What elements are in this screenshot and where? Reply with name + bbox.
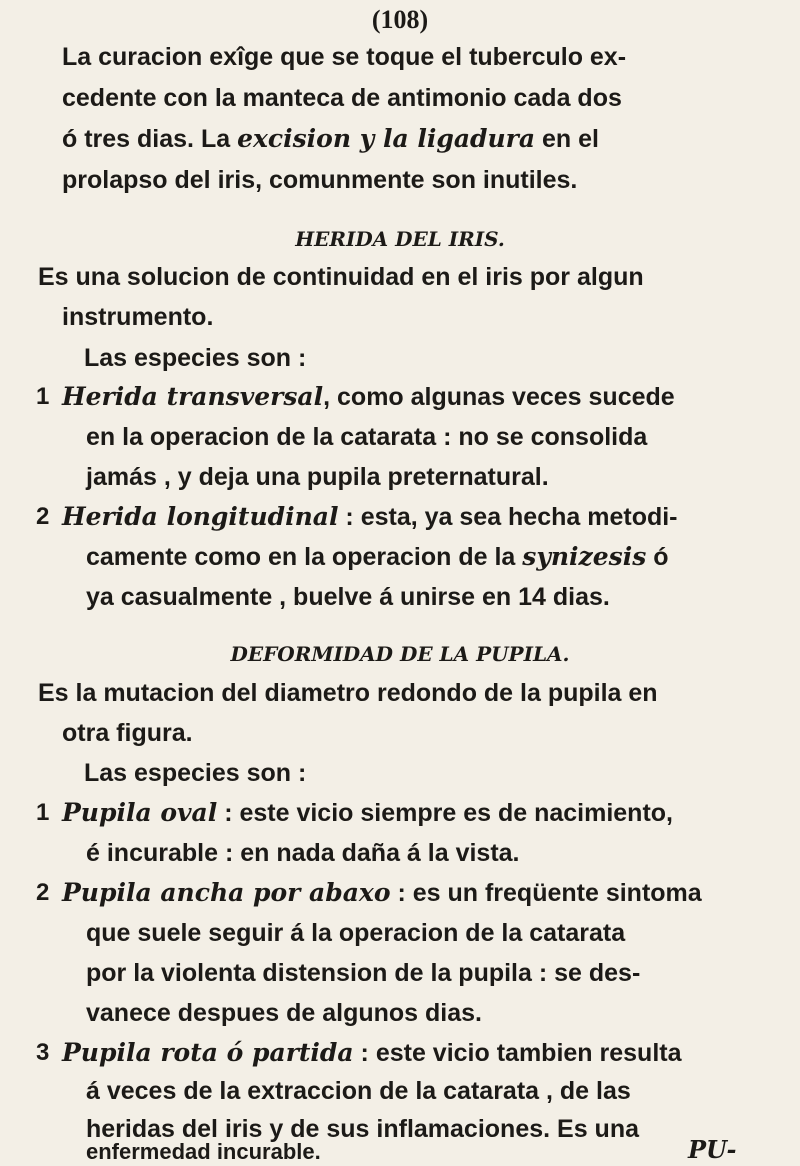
section-heading-deformidad: DEFORMIDAD DE LA PUPILA. — [230, 642, 570, 666]
item-number: 1 — [36, 383, 50, 410]
catchword: PU- — [688, 1135, 737, 1164]
sec2-definition-line2: otra figura. — [62, 719, 193, 747]
sec2-item2-line3: por la violenta distension de la pupila : se des- — [86, 959, 641, 987]
sec2-species-label: Las especies son : — [84, 759, 307, 787]
item-title: Pupila oval — [62, 798, 218, 827]
item-number: 3 — [36, 1039, 50, 1066]
sec2-item1-line2: é incurable : en nada daña á la vista. — [86, 839, 520, 867]
sec2-item1-line1: Pupila oval : este vicio siempre es de nacimiento, — [62, 798, 673, 827]
sec2-item2-line1: Pupila ancha por abaxo : es un freqüente sintoma — [62, 878, 702, 907]
item-number: 1 — [36, 799, 50, 826]
sec1-item2-line3: ya casualmente , buelve á unirse en 14 dias. — [86, 583, 610, 611]
sec2-item3-line4: enfermedad incurable. — [86, 1139, 321, 1164]
sec2-item3-line1: Pupila rota ó partida : este vicio tambien resulta — [62, 1038, 682, 1067]
italic-term: excision y la ligadura — [237, 124, 536, 153]
sec1-item1-line3: jamás , y deja una pupila preternatural. — [86, 463, 549, 491]
sec2-item3-line3: heridas del iris y de sus inflamaciones. Es una — [86, 1115, 639, 1143]
section-heading-herida: HERIDA DEL IRIS. — [295, 227, 505, 251]
item-title: Pupila ancha por abaxo — [62, 878, 391, 907]
item-number: 2 — [36, 503, 50, 530]
item-title: Herida transversal — [62, 382, 324, 411]
sec1-species-label: Las especies son : — [84, 344, 307, 372]
sec2-item3-line2: á veces de la extraccion de la catarata , de las — [86, 1077, 631, 1105]
para1-line1: La curacion exîge que se toque el tuberculo ex- — [62, 43, 627, 71]
italic-term: synizesis — [522, 542, 647, 571]
sec1-definition-line2: instrumento. — [62, 303, 214, 331]
para1-line3: ó tres dias. La excision y la ligadura en el — [62, 124, 599, 153]
item-title: Pupila rota ó partida — [62, 1038, 354, 1067]
sec1-item2-line1: Herida longitudinal : esta, ya sea hecha metodi- — [62, 502, 678, 531]
para1-line4: prolapso del iris, comunmente son inutiles. — [62, 166, 578, 194]
sec1-item1-line1: Herida transversal, como algunas veces sucede — [62, 382, 675, 411]
sec1-item1-line2: en la operacion de la catarata : no se consolida — [86, 423, 648, 451]
sec1-definition-line1: Es una solucion de continuidad en el iris por algun — [38, 263, 644, 291]
sec2-item2-line2: que suele seguir á la operacion de la catarata — [86, 919, 626, 947]
sec1-item2-line2: camente como en la operacion de la synizesis ó — [86, 542, 669, 571]
sec2-definition-line1: Es la mutacion del diametro redondo de la pupila en — [38, 679, 658, 707]
item-number: 2 — [36, 879, 50, 906]
item-title: Herida longitudinal — [62, 502, 339, 531]
page-number: (108) — [371, 5, 429, 34]
para1-line2: cedente con la manteca de antimonio cada dos — [62, 84, 622, 112]
sec2-item2-line4: vanece despues de algunos dias. — [86, 999, 482, 1027]
